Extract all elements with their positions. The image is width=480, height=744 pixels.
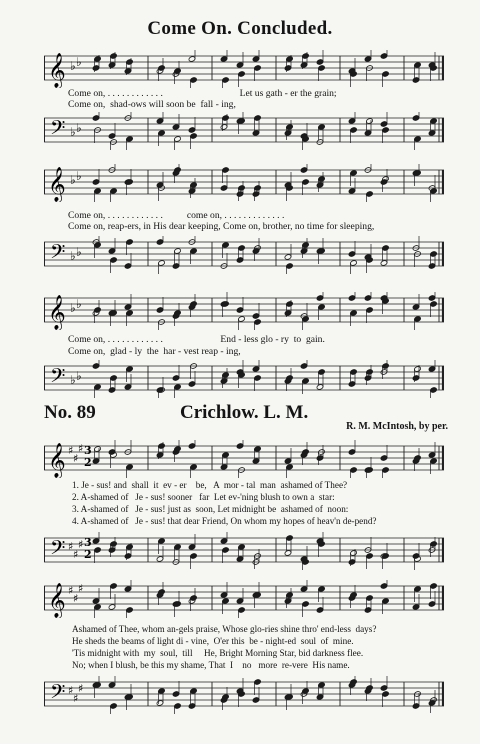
svg-text:♯: ♯	[73, 548, 79, 561]
svg-text:♯: ♯	[68, 584, 74, 597]
composer-credit: R. M. McIntosh, by per.	[346, 421, 448, 432]
time-signature-bottom: 2	[84, 456, 92, 469]
bass-staff	[44, 236, 444, 274]
svg-text:♭: ♭	[76, 245, 82, 259]
lyrics-line: Come on, . . . . . . . . . . . . Let us gath - er the grain;	[68, 88, 337, 99]
time-signature-bottom: 2	[84, 548, 92, 561]
treble-staff	[44, 580, 444, 618]
bass-staff	[44, 360, 444, 398]
svg-text:♯: ♯	[73, 452, 79, 465]
bass-staff	[44, 532, 444, 570]
lyrics-line: Come on, . . . . . . . . . . . . come on, . . . . . . . . . . . . .	[68, 210, 285, 221]
svg-text:♯: ♯	[73, 692, 79, 705]
bass-staff	[44, 112, 444, 150]
lyrics-line: Come on, reap-ers, in His dear keeping, Come on, brother, no time for sleeping,	[68, 221, 375, 232]
svg-text:♯: ♯	[78, 442, 84, 455]
verse-line: 2. A-shamed of Je - sus! sooner far Let ev-'ning blush to own a star:	[72, 492, 335, 502]
svg-text:♭: ♭	[70, 301, 76, 315]
treble-clef-icon: 𝄞	[48, 167, 66, 202]
svg-text:♭: ♭	[70, 125, 76, 139]
treble-staff	[44, 440, 444, 478]
svg-text:♭: ♭	[76, 55, 82, 69]
bass-clef-icon: 𝄢	[50, 116, 66, 144]
svg-text:♯: ♯	[73, 592, 79, 605]
svg-text:♯: ♯	[78, 582, 84, 595]
svg-text:♭: ♭	[76, 121, 82, 135]
verse-line: 3. A-shamed of Je - sus! just as soon, Let midnight be ashamed of noon:	[72, 504, 349, 514]
svg-text:♯: ♯	[68, 444, 74, 457]
svg-text:♯: ♯	[68, 684, 74, 697]
svg-text:♯: ♯	[78, 538, 84, 551]
svg-text:♭: ♭	[76, 297, 82, 311]
treble-clef-icon: 𝄞	[48, 53, 66, 88]
svg-text:♯: ♯	[78, 682, 84, 695]
verse-line: 'Tis midnight with my soul, till He, Bright Morning Star, bid darkness flee.	[72, 648, 364, 658]
time-signature-top: 3	[84, 536, 92, 549]
bass-clef-icon: 𝄢	[50, 536, 66, 564]
lyrics-line: Come on, shad-ows will soon be fall - ing,	[68, 99, 236, 110]
verse-line: He sheds the beams of light di - vine, O'er this be - night-ed soul of mine.	[72, 636, 354, 646]
treble-clef-icon: 𝄞	[48, 443, 66, 478]
svg-text:♭: ♭	[70, 59, 76, 73]
verse-line: No; when I blush, be this my shame, That I no more re-vere His name.	[72, 660, 350, 670]
verse-line: Ashamed of Thee, whom an-gels praise, Whose glo-ries shine thro' end-less days?	[72, 624, 377, 634]
bass-clef-icon: 𝄢	[50, 240, 66, 268]
svg-text:♭: ♭	[76, 169, 82, 183]
verse-line: 4. A-shamed of Je - sus! that dear Friend, On whom my hopes of heav'n de-pend?	[72, 516, 377, 526]
lyrics-line: Come on, . . . . . . . . . . . . End - less glo - ry to gain.	[68, 334, 325, 345]
lyrics-line: Come on, glad - ly the har - vest reap - ing,	[68, 346, 241, 357]
time-signature-top: 3	[84, 444, 92, 457]
bass-clef-icon: 𝄢	[50, 680, 66, 708]
bass-clef-icon: 𝄢	[50, 364, 66, 392]
song-title: Crichlow. L. M.	[180, 402, 309, 423]
song-title: Come On. Concluded.	[147, 18, 333, 39]
treble-staff	[44, 164, 444, 202]
svg-text:♭: ♭	[76, 369, 82, 383]
treble-clef-icon: 𝄞	[48, 295, 66, 330]
treble-staff	[44, 292, 444, 330]
hymn-number: No. 89	[44, 402, 96, 423]
svg-text:♭: ♭	[70, 249, 76, 263]
verse-line: 1. Je - sus! and shall it ev - er be, A mor - tal man ashamed of Thee?	[72, 480, 348, 490]
svg-text:♭: ♭	[70, 373, 76, 387]
treble-clef-icon: 𝄞	[48, 583, 66, 618]
treble-staff	[44, 50, 444, 88]
svg-text:♭: ♭	[70, 173, 76, 187]
svg-text:♯: ♯	[68, 540, 74, 553]
bass-staff	[44, 676, 444, 714]
